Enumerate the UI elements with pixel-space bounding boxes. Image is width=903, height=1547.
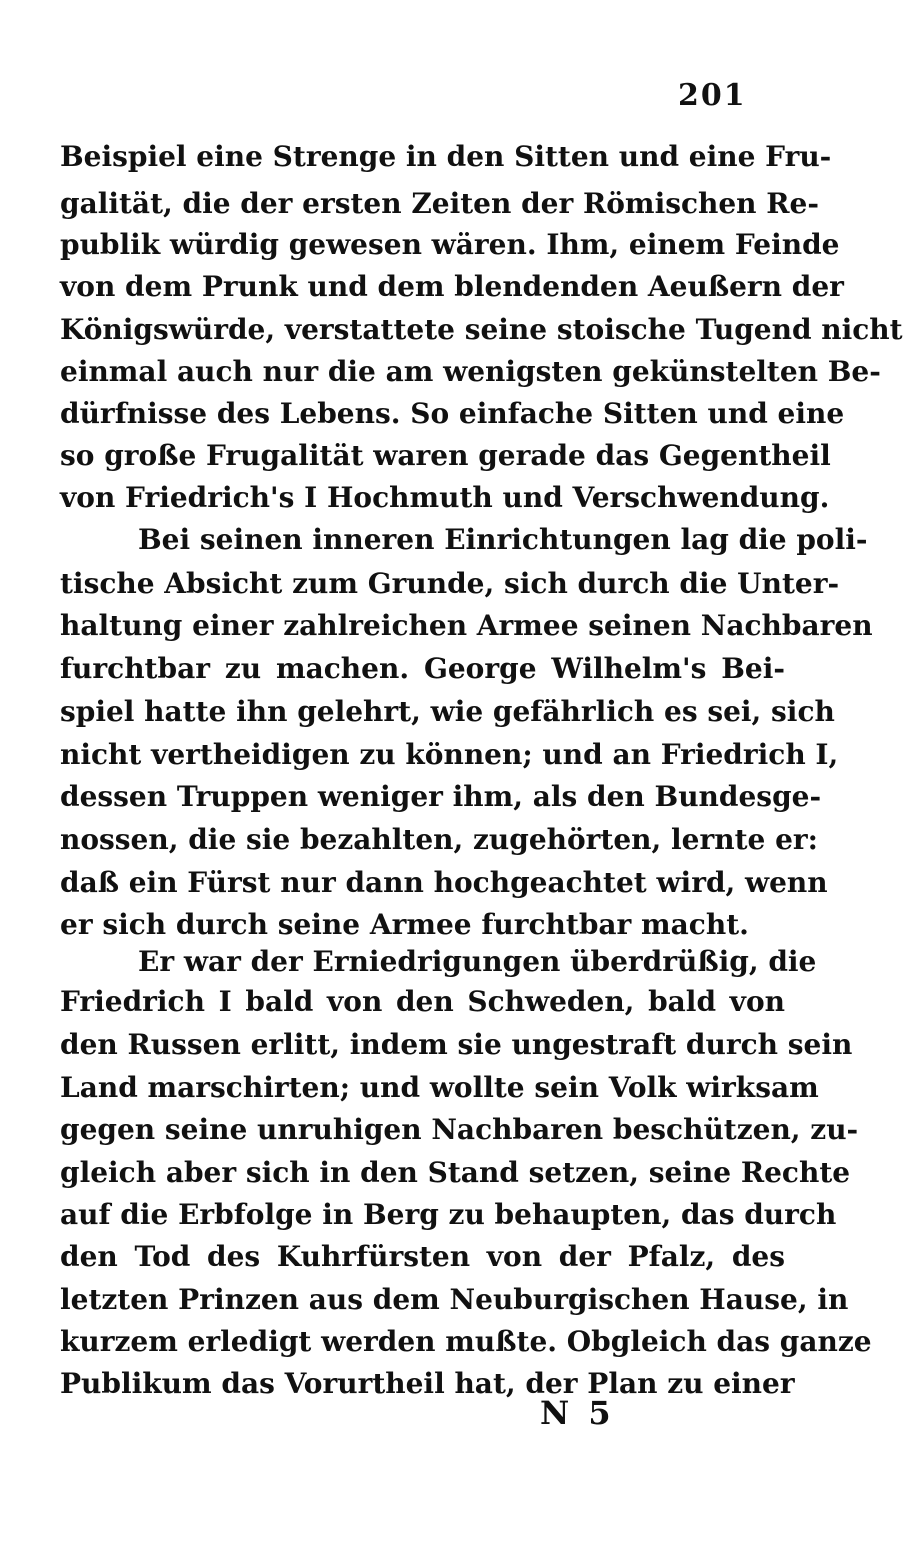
text-line: furchtbar zu machen. George Wilhelm's Bei- [60, 652, 785, 685]
text-line: dessen Truppen weniger ihm, als den Bundesge- [60, 780, 822, 813]
text-line: gegen seine unruhigen Nachbaren beschützen, zu- [60, 1113, 859, 1146]
text-line: Königswürde, verstattete seine stoische Tugend nicht [60, 313, 903, 346]
text-line: einmal auch nur die am wenigsten gekünstelten Be- [60, 355, 881, 388]
text-line: von Friedrich's I Hochmuth und Verschwendung. [60, 481, 830, 514]
text-line: tische Absicht zum Grunde, sich durch die Unter- [60, 567, 840, 600]
signature-mark: N 5 [540, 1394, 615, 1432]
text-line: den Tod des Kuhrfürsten von der Pfalz, des [60, 1240, 785, 1273]
text-line: Publikum das Vorurtheil hat, der Plan zu einer [60, 1367, 795, 1400]
text-line: letzten Prinzen aus dem Neuburgischen Hause, in [60, 1283, 849, 1316]
text-line: dürfnisse des Lebens. So einfache Sitten und eine [60, 397, 845, 430]
text-line: nicht vertheidigen zu können; und an Friedrich I, [60, 738, 839, 771]
text-line: kurzem erledigt werden mußte. Obgleich das ganze [60, 1325, 872, 1358]
text-line: auf die Erbfolge in Berg zu behaupten, das durch [60, 1198, 837, 1231]
text-line: er sich durch seine Armee furchtbar macht. [60, 908, 749, 941]
text-line: Friedrich I bald von den Schweden, bald von [60, 985, 785, 1018]
page-number: 201 [678, 78, 747, 113]
text-line: Beispiel eine Strenge in den Sitten und eine Fru- [60, 140, 832, 173]
text-line: spiel hatte ihn gelehrt, wie gefährlich es sei, sich [60, 695, 835, 728]
text-line: publik würdig gewesen wären. Ihm, einem Feinde [60, 228, 840, 261]
text-line: Land marschirten; und wollte sein Volk wirksam [60, 1071, 819, 1104]
text-line: galität, die der ersten Zeiten der Römischen Re- [60, 187, 819, 220]
text-line: daß ein Fürst nur dann hochgeachtet wird, wenn [60, 866, 828, 899]
text-line: Er war der Erniedrigungen überdrüßig, die [138, 945, 817, 978]
text-line: nossen, die sie bezahlten, zugehörten, lernte er: [60, 823, 818, 856]
text-line: gleich aber sich in den Stand setzen, seine Rechte [60, 1156, 851, 1189]
text-line: haltung einer zahlreichen Armee seinen Nachbaren [60, 609, 873, 642]
text-line: Bei seinen inneren Einrichtungen lag die poli- [138, 523, 868, 556]
text-line: den Russen erlitt, indem sie ungestraft durch sein [60, 1028, 853, 1061]
text-line: so große Frugalität waren gerade das Gegentheil [60, 439, 831, 472]
text-line: von dem Prunk und dem blendenden Aeußern der [60, 270, 844, 303]
